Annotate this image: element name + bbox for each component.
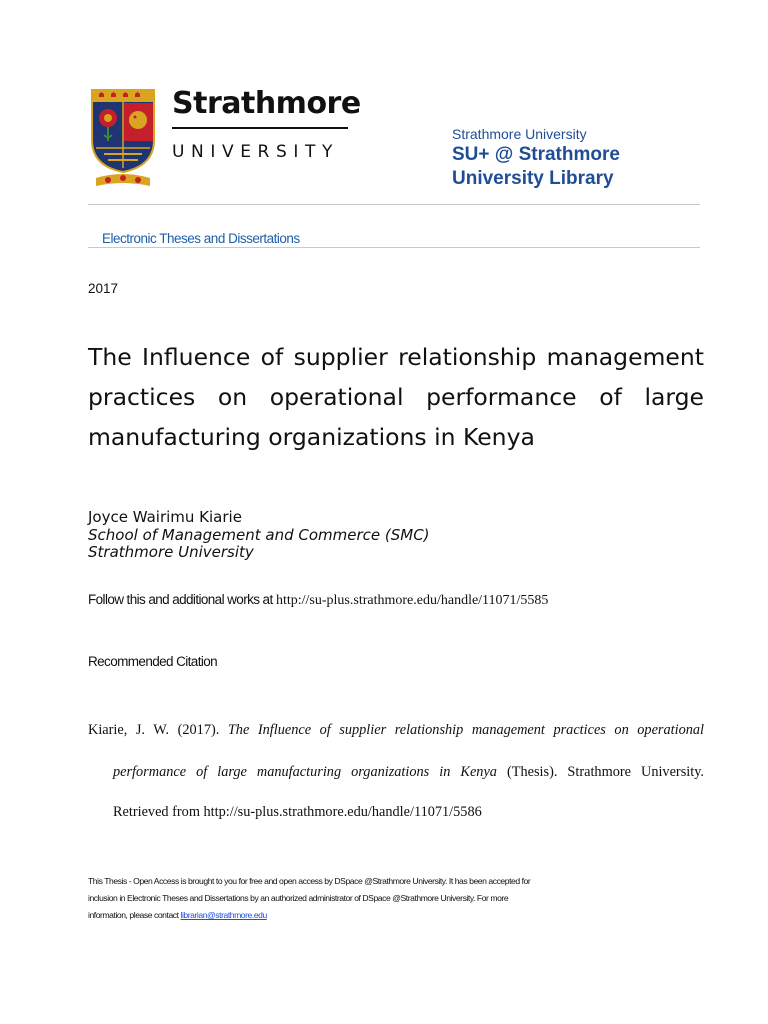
citation-line-1	[88, 720, 704, 740]
follow-url-link[interactable]: http://su-plus.strathmore.edu/handle/11071/5585	[275, 593, 549, 608]
citation-title-part-1: The Influence of supplier relationship management practices on operational	[227, 722, 704, 738]
citation-line-2	[113, 762, 704, 782]
thesis-title: The Influence of supplier relationship management practices on operational performance of large manufacturing organizations in Kenya	[88, 343, 704, 451]
footer-line-3	[88, 907, 568, 924]
author-school: School of Management and Commerce (SMC)	[88, 526, 430, 544]
logo-wordmark-subtitle: UNIVERSITY	[172, 142, 339, 162]
recommended-citation-heading: Recommended Citation	[88, 654, 218, 669]
follow-label: Follow this and additional works at	[88, 592, 273, 607]
footer-line-1: This Thesis - Open Access is brought to you for free and open access by DSpace @Strathmore University. It has been accepted for	[88, 876, 531, 886]
author-university: Strathmore University	[88, 543, 254, 561]
university-crest-logo	[90, 88, 156, 188]
header-divider-bottom	[88, 247, 700, 248]
footer-notice	[88, 873, 568, 924]
footer-contact-label: information, please contact	[88, 910, 179, 920]
header-divider-top	[88, 204, 700, 205]
citation-retrieved-line[interactable]: Retrieved from http://su-plus.strathmore.edu/handle/11071/5586	[113, 804, 482, 820]
publication-year: 2017	[88, 281, 119, 296]
logo-wordmark-name: Strathmore	[172, 86, 361, 121]
citation-title-part-2: performance of large manufacturing organizations in Kenya	[113, 764, 497, 780]
author-name: Joyce Wairimu Kiarie	[88, 508, 242, 526]
collection-link[interactable]: Electronic Theses and Dissertations	[102, 231, 300, 246]
citation-type-publisher: (Thesis). Strathmore University.	[506, 764, 704, 780]
repository-name-line-1: SU+ @ Strathmore	[452, 144, 620, 165]
follow-line	[88, 591, 548, 610]
citation-author-year: Kiarie, J. W. (2017).	[88, 722, 220, 738]
footer-line-2: inclusion in Electronic Theses and Dissertations by an authorized administrator of DSpace @Strathmore University. For more	[88, 893, 509, 903]
logo-wordmark-divider	[172, 127, 348, 129]
library-label: Strathmore University	[452, 126, 587, 142]
repository-name-line-2: University Library	[452, 168, 614, 189]
contact-email-link[interactable]: librarian@strathmore.edu	[180, 910, 267, 920]
